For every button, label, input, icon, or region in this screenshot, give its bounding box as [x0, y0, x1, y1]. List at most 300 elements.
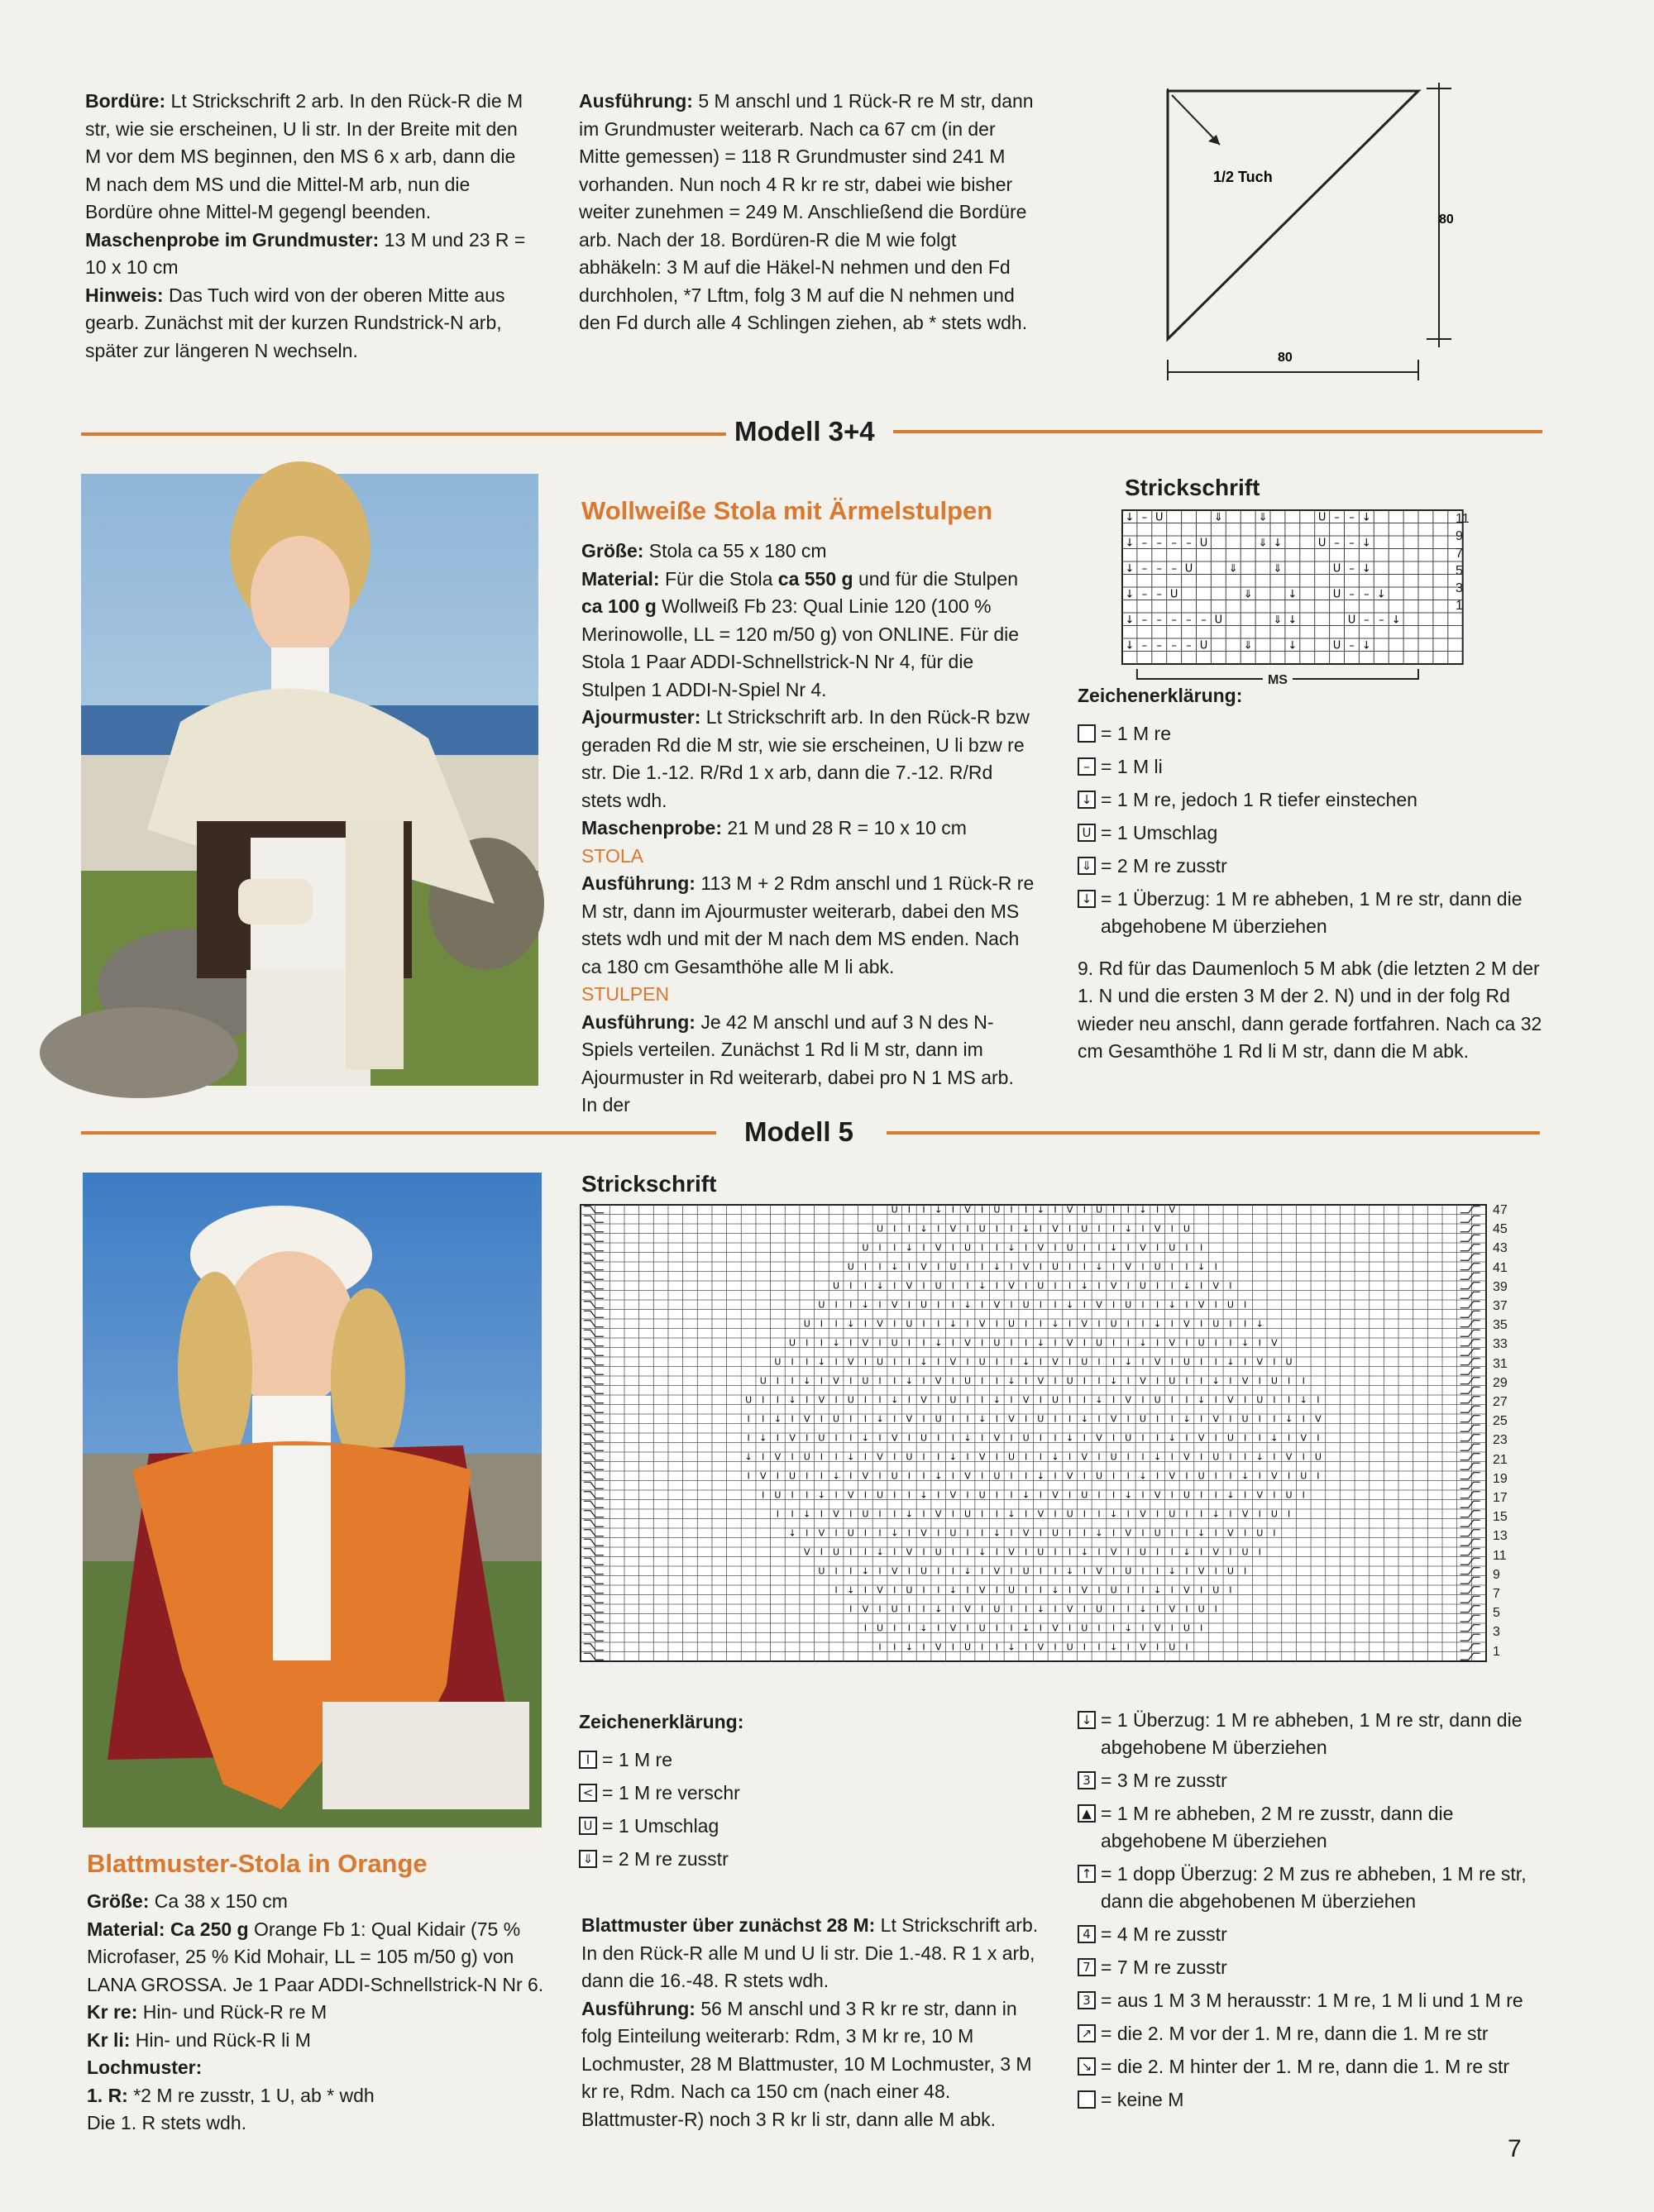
chart-symbol: I: [995, 1489, 998, 1501]
chart-symbol: ↓: [905, 1375, 913, 1387]
chart-symbol: V: [891, 1299, 898, 1311]
chart-symbol: I: [1185, 1242, 1188, 1254]
modell34-body: [581, 537, 1035, 1120]
chart-symbol: I: [1054, 1413, 1057, 1425]
chart-symbol: I: [995, 1546, 998, 1558]
chart-symbol: I: [820, 1546, 824, 1558]
chart-symbol: I: [1126, 1584, 1130, 1596]
chart-symbol: I: [966, 1584, 969, 1596]
chart-symbol: I: [1112, 1565, 1116, 1577]
chart-symbol: ↓: [935, 1204, 943, 1216]
chart-symbol: I: [1155, 1280, 1159, 1292]
paragraph: [85, 282, 536, 365]
chart-symbol: I: [1185, 1375, 1188, 1387]
chart-symbol: U: [1214, 614, 1223, 627]
chart-symbol: I: [805, 1489, 809, 1501]
chart-symbol: I: [937, 1565, 940, 1577]
chart-symbol: ↓: [773, 1413, 782, 1425]
chart-symbol: I: [951, 1546, 954, 1558]
chart-symbol: I: [1273, 1527, 1276, 1539]
chart-symbol: V: [935, 1375, 942, 1387]
paragraph-text: 113 M + 2 Rdm anschl und 1 Rück-R re M str, dann im Ajourmuster weiterarb, dabei den MS stets wdh und mit der M nach dem MS enden. Nach ca 180 cm Gesamthöhe alle M li abk.: [581, 872, 1035, 977]
chart-symbol: I: [1112, 1299, 1116, 1311]
legend-item: [1078, 786, 1557, 814]
legend-symbol-icon: [1078, 2090, 1096, 2109]
chart-symbol: I: [863, 1527, 868, 1539]
chart-symbol: I: [1273, 1394, 1276, 1406]
chart-row-number: 47: [1493, 1203, 1508, 1217]
legend-symbol-icon: U: [579, 1817, 597, 1835]
chart-symbol: ↓: [963, 1432, 972, 1444]
chart-symbol: I: [878, 1565, 882, 1577]
chart-symbol: I: [951, 1242, 954, 1254]
chart-symbol: I: [1126, 1470, 1130, 1482]
chart-symbol: I: [834, 1356, 838, 1368]
legend-text: = 1 Überzug: 1 M re abheben, 1 M re str, dann die abgehobene M überziehen: [1101, 1709, 1523, 1758]
modell34-title: Wollweiße Stola mit Ärmelstulpen: [581, 496, 993, 525]
chart-symbol: I: [834, 1489, 838, 1501]
chart-symbol: U: [906, 1318, 913, 1330]
chart-symbol: –: [1156, 639, 1162, 652]
chart-symbol: I: [1287, 1375, 1291, 1387]
chart-symbol: I: [1141, 1394, 1145, 1406]
chart-symbol: ↓: [1183, 1413, 1191, 1425]
chart-symbol: ↓: [935, 1470, 943, 1482]
chart-symbol: ⇓: [1258, 511, 1268, 524]
chart-symbol: I: [1170, 1261, 1174, 1273]
chart-symbol: I: [893, 1413, 896, 1425]
chart-symbol: I: [878, 1261, 882, 1273]
chart-symbol: I: [1243, 1432, 1247, 1444]
section-header-modell34: Modell 3+4: [734, 416, 875, 447]
paragraph: [87, 1999, 550, 2027]
chart-symbol: ↓: [788, 1527, 796, 1539]
section5-rule-right: [887, 1131, 1540, 1135]
chart-symbol: I: [1229, 1508, 1232, 1520]
chart-symbol: I: [1039, 1622, 1042, 1634]
chart-symbol: ↓: [1139, 1337, 1147, 1349]
chart-symbol: U: [877, 1622, 884, 1634]
chart-symbol: U: [818, 1565, 825, 1577]
chart-symbol: I: [1185, 1508, 1188, 1520]
chart-symbol: I: [1039, 1451, 1042, 1463]
chart-symbol: U: [1110, 1584, 1117, 1596]
legend-symbol-icon: 3: [1078, 1771, 1096, 1789]
chart-symbol: ↓: [788, 1394, 796, 1406]
chart-symbol: V: [964, 1470, 971, 1482]
chart-symbol: ↓: [1361, 562, 1371, 576]
chart-symbol: V: [1271, 1337, 1278, 1349]
chart-symbol: I: [907, 1470, 911, 1482]
chart-symbol: I: [1083, 1508, 1086, 1520]
chart-symbol: V: [964, 1204, 971, 1216]
chart-symbol: I: [1010, 1470, 1013, 1482]
chart-symbol: U: [847, 1394, 854, 1406]
chart-symbol: I: [1010, 1337, 1013, 1349]
chart-symbol: I: [981, 1261, 984, 1273]
chart-symbol: U: [906, 1451, 913, 1463]
chart-symbol: I: [1097, 1508, 1101, 1520]
chart-symbol: I: [1199, 1508, 1203, 1520]
chart-symbol: I: [1025, 1641, 1028, 1653]
chart-symbol: U: [949, 1394, 957, 1406]
chart-symbol: V: [1066, 1603, 1073, 1615]
chart-symbol: I: [1126, 1641, 1130, 1653]
chart-symbol: U: [1125, 1299, 1132, 1311]
chart-symbol: I: [762, 1394, 765, 1406]
chart-symbol: U: [1197, 1470, 1205, 1482]
chart-symbol: U: [759, 1375, 767, 1387]
chart-symbol: I: [966, 1394, 969, 1406]
legend-text: = 1 M re verschr: [602, 1781, 740, 1804]
chart-symbol: U: [1022, 1565, 1030, 1577]
chart-symbol: I: [1199, 1375, 1203, 1387]
chart-symbol: I: [747, 1470, 750, 1482]
chart-symbol: I: [1141, 1527, 1145, 1539]
chart-symbol: I: [922, 1641, 925, 1653]
chart-symbol: I: [1229, 1337, 1232, 1349]
chart-symbol: V: [1022, 1261, 1030, 1273]
chart-symbol: V: [818, 1527, 825, 1539]
chart-symbol: V: [1241, 1375, 1249, 1387]
chart-symbol: I: [805, 1356, 809, 1368]
chart-symbol: I: [1170, 1356, 1174, 1368]
chart-symbol: V: [1008, 1413, 1015, 1425]
triangle-width: 80: [1278, 351, 1293, 365]
chart-symbol: –: [1171, 537, 1177, 550]
chart-symbol: I: [1083, 1375, 1086, 1387]
chart-symbol: I: [907, 1527, 911, 1539]
chart-symbol: U: [774, 1489, 782, 1501]
chart-symbol: I: [1243, 1489, 1247, 1501]
chart-symbol: U: [1022, 1299, 1030, 1311]
chart-symbol: I: [1083, 1565, 1086, 1577]
chart-symbol: ↓: [1007, 1375, 1016, 1387]
chart-symbol: ↓: [935, 1603, 943, 1615]
chart-symbol: ↓: [963, 1299, 972, 1311]
chart-symbol: I: [1199, 1280, 1203, 1292]
chart-symbol: V: [1271, 1470, 1278, 1482]
chart-symbol: I: [834, 1527, 838, 1539]
chart-symbol: I: [1054, 1641, 1057, 1653]
chart-symbol: V: [1140, 1508, 1146, 1520]
chart-symbol: U: [774, 1356, 782, 1368]
chart-symbol: I: [805, 1470, 809, 1482]
chart-symbol: I: [1155, 1375, 1159, 1387]
chart-symbol: I: [834, 1432, 838, 1444]
chart-symbol: V: [1169, 1337, 1176, 1349]
chart-symbol: U: [1317, 511, 1327, 524]
chart-symbol: I: [951, 1280, 954, 1292]
chart-symbol: I: [1243, 1394, 1247, 1406]
chart-symbol: I: [1112, 1622, 1116, 1634]
chart-symbol: ↓: [1124, 1223, 1132, 1235]
chart-symbol: I: [1170, 1318, 1174, 1330]
chart-symbol: I: [995, 1318, 998, 1330]
chart-symbol: I: [849, 1337, 853, 1349]
chart-symbol: ↓: [920, 1356, 928, 1368]
chart-symbol: I: [1025, 1451, 1028, 1463]
chart-symbol: ↓: [1183, 1546, 1191, 1558]
chart-symbol: ↓: [1125, 588, 1135, 601]
chart-symbol: I: [995, 1242, 998, 1254]
chart-symbol: I: [951, 1565, 954, 1577]
chart-symbol: V: [1008, 1546, 1015, 1558]
chart-symbol: –: [1156, 562, 1162, 576]
modell34-knitting-chart: [1121, 509, 1501, 687]
chart-symbol: I: [863, 1546, 868, 1558]
chart-symbol: U: [1095, 1337, 1103, 1349]
chart-row-number: 5: [1493, 1606, 1500, 1621]
chart-symbol: I: [1258, 1375, 1261, 1387]
modell5-legend-a: [579, 1708, 1042, 1879]
bold-label: Kr li:: [87, 2028, 131, 2051]
chart-symbol: I: [1155, 1204, 1159, 1216]
chart-symbol: U: [978, 1489, 986, 1501]
chart-symbol: I: [966, 1356, 969, 1368]
chart-symbol: U: [1212, 1584, 1220, 1596]
chart-symbol: I: [1039, 1394, 1042, 1406]
legend-title: Zeichenerklärung:: [1078, 685, 1243, 706]
chart-symbol: I: [1068, 1489, 1072, 1501]
chart-symbol: ↓: [1226, 1489, 1235, 1501]
bold-label: Größe:: [87, 1890, 150, 1912]
chart-symbol: I: [776, 1508, 780, 1520]
chart-symbol: V: [877, 1584, 883, 1596]
chart-symbol: I: [1083, 1299, 1086, 1311]
paragraph: [581, 566, 1035, 705]
paragraph: [581, 1995, 1040, 2134]
chart-symbol: I: [966, 1451, 969, 1463]
chart-symbol: I: [1258, 1470, 1261, 1482]
chart-symbol: I: [937, 1394, 940, 1406]
chart-symbol: I: [1287, 1432, 1291, 1444]
chart-symbol: I: [981, 1242, 984, 1254]
legend-item: [1078, 819, 1557, 847]
chart-symbol: I: [951, 1413, 954, 1425]
modell34-continuation: 9. Rd für das Daumenloch 5 M abk (die letzten 2 M der 1. N und die ersten 3 M der 2. N) und in der folg Rd wieder neu anschl, dann gerade fortfahren. Nach ca 32 cm Gesamthöhe 1 Rd li M str, dann die M abk.: [1078, 957, 1542, 1062]
chart-symbol: I: [1287, 1394, 1291, 1406]
chart-symbol: U: [920, 1299, 928, 1311]
chart-symbol: I: [1229, 1413, 1232, 1425]
chart-symbol: I: [1214, 1394, 1217, 1406]
chart-symbol: U: [1332, 639, 1341, 652]
chart-symbol: U: [949, 1261, 957, 1273]
chart-symbol: I: [820, 1375, 824, 1387]
chart-symbol: I: [1199, 1451, 1203, 1463]
chart-symbol: I: [1229, 1470, 1232, 1482]
chart-symbol: ↓: [1036, 1470, 1045, 1482]
chart-symbol: ↓: [1299, 1394, 1307, 1406]
chart-symbol: I: [1185, 1527, 1188, 1539]
paragraph: [87, 1888, 550, 1916]
chart-symbol: I: [1083, 1242, 1086, 1254]
bold-label: Ajourmuster:: [581, 706, 701, 728]
chart-symbol: I: [1097, 1641, 1101, 1653]
chart-symbol: I: [1170, 1489, 1174, 1501]
chart-symbol: I: [922, 1337, 925, 1349]
paragraph-text: Die 1. R stets wdh.: [87, 2112, 247, 2133]
chart-symbol: I: [1039, 1261, 1042, 1273]
chart-symbol: –: [1349, 588, 1355, 601]
chart-symbol: I: [1199, 1318, 1203, 1330]
legend-symbol-icon: ↘: [1078, 2057, 1096, 2076]
chart-symbol: I: [937, 1432, 940, 1444]
chart-symbol: V: [1241, 1508, 1249, 1520]
chart-symbol: I: [1141, 1432, 1145, 1444]
chart-symbol: V: [847, 1356, 854, 1368]
photo-wool-stole: [81, 474, 538, 1086]
shawl-triangle-diagram: [1154, 79, 1468, 385]
chart-symbol: U: [978, 1356, 986, 1368]
chart-symbol: ↓: [1110, 1641, 1118, 1653]
chart-row-number: 27: [1493, 1395, 1508, 1409]
chart-symbol: I: [922, 1413, 925, 1425]
top-col2: [579, 88, 1034, 337]
paragraph: [581, 870, 1035, 981]
chart-symbol: –: [1186, 639, 1192, 652]
chart-symbol: ↓: [1110, 1242, 1118, 1254]
triangle-label: 1/2 Tuch: [1213, 169, 1273, 185]
chart-symbol: I: [951, 1432, 954, 1444]
chart-symbol: V: [803, 1413, 810, 1425]
chart-symbol: ↓: [1080, 1546, 1088, 1558]
chart-symbol: V: [1154, 1223, 1161, 1235]
chart-symbol: I: [1010, 1603, 1013, 1615]
chart-symbol: I: [849, 1413, 853, 1425]
chart-symbol: V: [1052, 1356, 1059, 1368]
chart-symbol: U: [818, 1299, 825, 1311]
chart-symbol: I: [1214, 1527, 1217, 1539]
chart-symbol: I: [1083, 1337, 1086, 1349]
chart-row-number: 1: [1456, 599, 1463, 613]
section5-rule-left: [81, 1131, 716, 1135]
chart-row-number: 33: [1493, 1337, 1508, 1352]
chart-symbol: I: [1155, 1432, 1159, 1444]
chart-symbol: U: [993, 1337, 1001, 1349]
chart-symbol: ↓: [847, 1451, 855, 1463]
chart-symbol: I: [1054, 1546, 1057, 1558]
chart-symbol: I: [1317, 1432, 1320, 1444]
chart-symbol: I: [1068, 1356, 1072, 1368]
chart-symbol: I: [1185, 1603, 1188, 1615]
chart-symbol: –: [1201, 614, 1207, 627]
paragraph: [85, 88, 536, 227]
chart-symbol: U: [1183, 1489, 1190, 1501]
chart-symbol: I: [1317, 1470, 1320, 1482]
chart-row-number: 35: [1493, 1318, 1508, 1333]
chart-symbol: I: [1068, 1413, 1072, 1425]
chart-symbol: I: [922, 1584, 925, 1596]
chart-symbol: U: [877, 1489, 884, 1501]
chart-symbol: I: [907, 1622, 911, 1634]
chart-symbol: V: [1110, 1280, 1117, 1292]
chart-symbol: I: [907, 1204, 911, 1216]
chart-symbol: ↓: [1007, 1641, 1016, 1653]
chart-symbol: I: [849, 1565, 853, 1577]
chart-symbol: U: [1110, 1318, 1117, 1330]
chart-symbol: V: [906, 1280, 913, 1292]
chart-symbol: U: [1183, 1622, 1190, 1634]
chart-symbol: I: [1170, 1280, 1174, 1292]
chart-symbol: I: [1155, 1546, 1159, 1558]
bold-label: Größe:: [581, 540, 644, 561]
chart-symbol: I: [878, 1242, 882, 1254]
legend-symbol-icon: 4: [1078, 1925, 1096, 1943]
chart-symbol: V: [877, 1451, 883, 1463]
chart-symbol: –: [1156, 537, 1162, 550]
chart-symbol: U: [745, 1394, 753, 1406]
chart-symbol: V: [1315, 1413, 1322, 1425]
chart-symbol: ↓: [759, 1432, 767, 1444]
chart-symbol: I: [1083, 1470, 1086, 1482]
chart-symbol: I: [1097, 1413, 1101, 1425]
chart-symbol: I: [966, 1413, 969, 1425]
chart-symbol: I: [995, 1622, 998, 1634]
chart-symbol: I: [893, 1508, 896, 1520]
bold-label: ca 550 g: [777, 567, 853, 590]
chart-symbol: I: [907, 1394, 911, 1406]
chart-symbol: I: [878, 1375, 882, 1387]
chart-symbol: I: [1112, 1489, 1116, 1501]
chart-symbol: U: [1169, 1508, 1176, 1520]
chart-symbol: –: [1141, 511, 1148, 524]
chart-symbol: –: [1349, 639, 1355, 652]
chart-symbol: I: [849, 1432, 853, 1444]
chart-symbol: I: [1155, 1565, 1159, 1577]
chart-symbol: I: [1010, 1356, 1013, 1368]
chart-symbol: ↓: [1154, 1584, 1162, 1596]
chart-symbol: U: [789, 1470, 796, 1482]
chart-symbol: I: [951, 1204, 954, 1216]
chart-symbol: I: [1170, 1622, 1174, 1634]
chart-symbol: V: [789, 1432, 796, 1444]
legend-text: = 1 Umschlag: [602, 1814, 719, 1837]
chart-symbol: I: [1199, 1622, 1203, 1634]
legend-text: = 1 M re abheben, 2 M re zusstr, dann die abgehobene M überziehen: [1101, 1803, 1454, 1851]
photo-orange-stole: [83, 1173, 542, 1827]
chart-symbol: I: [1229, 1451, 1232, 1463]
chart-symbol: V: [1066, 1204, 1073, 1216]
modell5-middle-text: [581, 1912, 1040, 2133]
chart-symbol: I: [893, 1641, 896, 1653]
chart-symbol: I: [1112, 1204, 1116, 1216]
chart-symbol: ↓: [1288, 614, 1298, 627]
chart-symbol: ↓: [891, 1261, 899, 1273]
modell5-left-text: [87, 1888, 550, 2138]
paragraph: [87, 2054, 550, 2082]
chart-symbol: I: [805, 1432, 809, 1444]
chart-symbol: I: [981, 1508, 984, 1520]
legend-item: [1078, 1707, 1557, 1761]
chart-symbol: I: [1126, 1318, 1130, 1330]
paragraph-text: Hin- und Rück-R li M: [130, 2028, 311, 2051]
legend-item: [1078, 720, 1557, 748]
bold-label: Material:: [581, 567, 660, 590]
chart-symbol: ↓: [1226, 1356, 1235, 1368]
chart-symbol: ↓: [744, 1451, 753, 1463]
chart-symbol: I: [922, 1508, 925, 1520]
chart-symbol: I: [1097, 1242, 1101, 1254]
chart-symbol: U: [1081, 1622, 1088, 1634]
chart-symbol: I: [1302, 1489, 1305, 1501]
chart-symbol: U: [1110, 1451, 1117, 1463]
chart-symbol: U: [1285, 1356, 1293, 1368]
chart-symbol: I: [878, 1432, 882, 1444]
bold-label: Ausführung:: [581, 1010, 696, 1033]
chart-symbol: I: [776, 1470, 780, 1482]
chart-symbol: V: [818, 1394, 825, 1406]
